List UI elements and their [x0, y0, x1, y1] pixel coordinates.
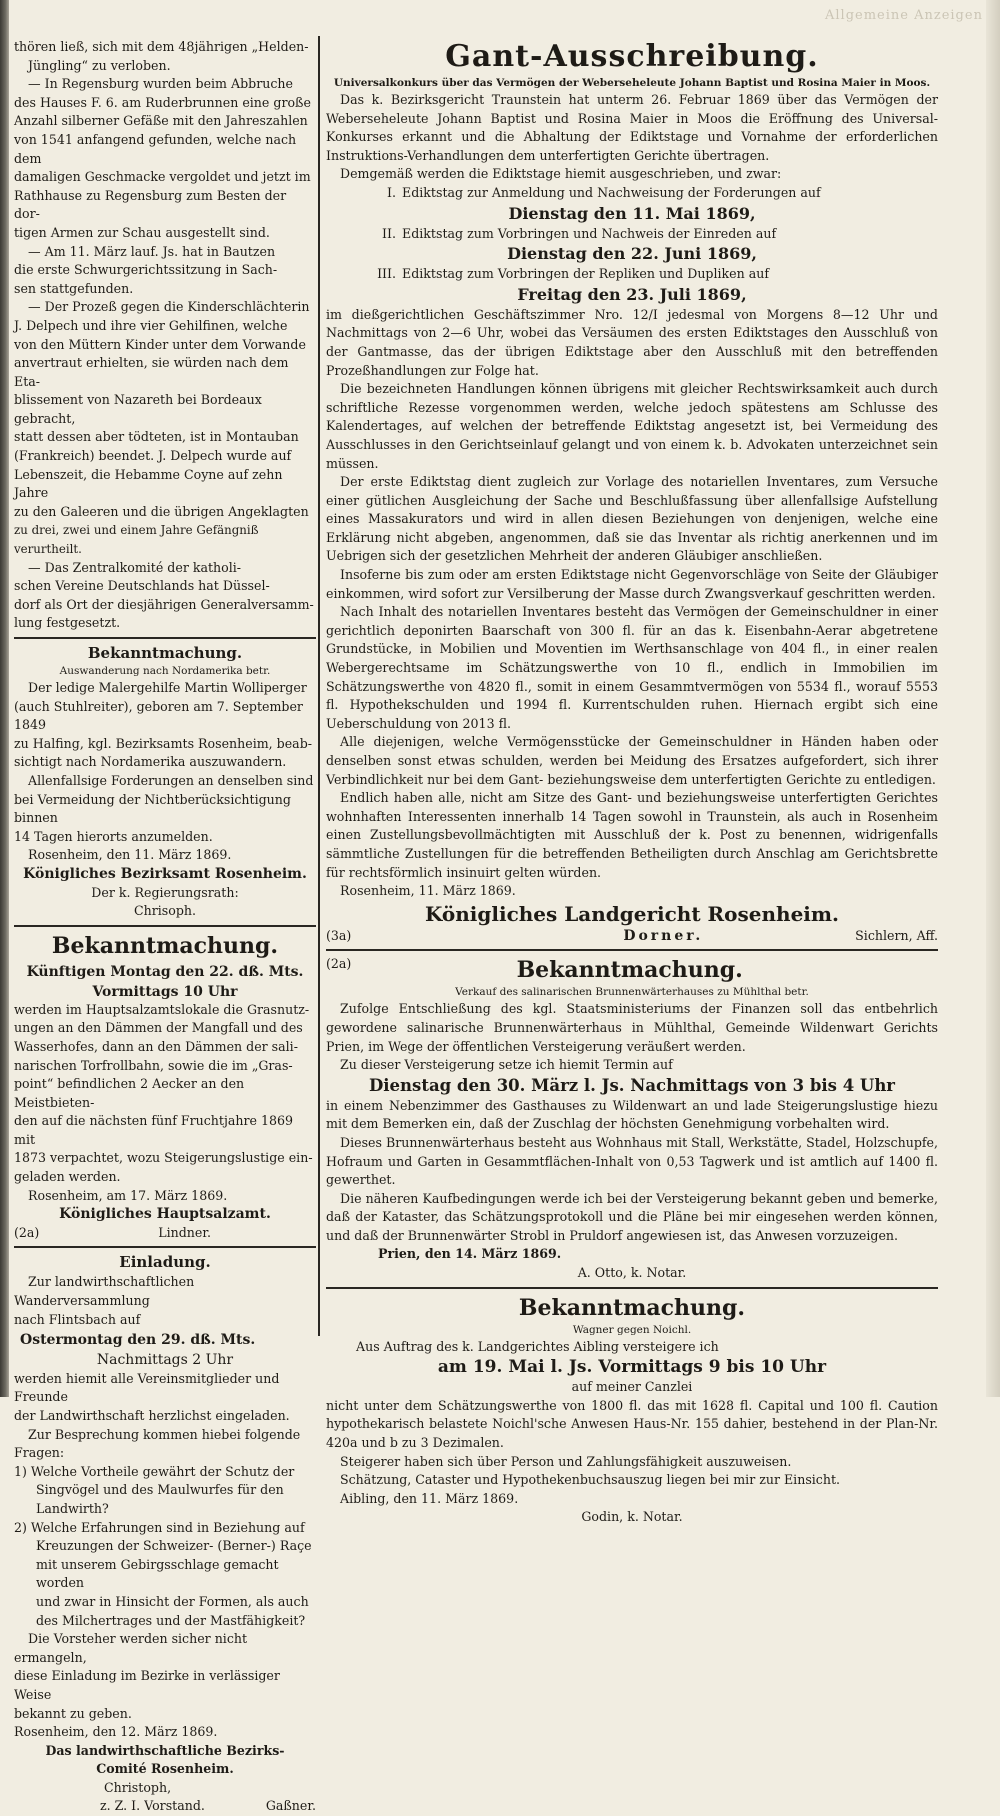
notice-noichl [326, 1293, 938, 1527]
news-line: statt dessen aber tödteten, ist in Montauban [14, 429, 299, 445]
news-line: von 1541 anfangend gefunden, welche nach dem [14, 131, 297, 166]
notice-line: (auch Stuhlreiter), geboren am 7. September 1849 [14, 698, 303, 733]
news-line: thören ließ, sich mit dem 48jährigen „Helden- [14, 39, 309, 54]
question-line: Singvögel und des Maulwurfes für den [36, 1482, 284, 1498]
news-items [14, 38, 316, 633]
news-line: lung festgesetzt. [14, 615, 121, 631]
section-rule [326, 949, 938, 951]
notice-well-house [326, 955, 938, 1282]
notice-line: Fragen: [14, 1445, 65, 1461]
question-line: Landwirth? [36, 1500, 109, 1516]
question-line: 2) Welche Erfahrungen sind in Beziehung auf [14, 1519, 305, 1535]
notice-paragraph: Dieses Brunnenwärterhaus besteht aus Wohnhaus mit Stall, Werkstätte, Stadel, Holzschupfe, Hofraum und Garten in Gesammtflächen-Inhalt von 0,53 Tagwerk und ist amtlich auf 1400 fl. gewerthet. [326, 1134, 938, 1188]
edict-day-1 [326, 184, 938, 203]
gant-assistant: Sichlern, Aff. [855, 927, 938, 943]
news-line: des Hauses F. 6. am Ruderbrunnen eine große [14, 94, 311, 110]
notice-signature: Chrisoph. [133, 903, 196, 919]
news-line: blissement von Nazareth bei Bordeaux gebracht, [14, 392, 262, 426]
news-line: Rathhause zu Regensburg zum Besten der dor- [14, 187, 287, 222]
notice-role: Der k. Regierungsrath: [91, 884, 239, 900]
gant-paragraph: Demgemäß werden die Ediktstage hiemit ausgeschrieben, und zwar: [340, 166, 782, 182]
news-line: sen stattgefunden. [14, 280, 134, 296]
notice-line: diese Einladung im Bezirke in verlässiger Weise [14, 1668, 280, 1702]
news-line: — Der Prozeß gegen die Kinderschlächterin [28, 299, 310, 315]
notice-event-date: Ostermontag den 29. dß. Mts. [20, 1332, 256, 1349]
notice-office: Königliches Hauptsalzamt. [59, 1206, 271, 1223]
edict-text: Ediktstag zum Vorbringen der Repliken und Dupliken auf [402, 266, 770, 282]
news-line: zu den Galeeren und die übrigen Angeklagten [14, 503, 309, 519]
notice-line: der Landwirthschaft herzlichst eingeladen. [14, 1408, 290, 1423]
notice-title: Einladung. [119, 1253, 211, 1272]
notice-paragraph: Die näheren Kaufbedingungen werde ich bei der Versteigerung bekannt geben und bemerke, daß der Kataster, das Schätzungsprotokoll und die Pläne bei mir eingesehen werden können, und daß der Brunnenwärter Strobl in Pruldorf angewiesen ist, das Anwesen vorzuzeigen. [326, 1190, 938, 1243]
notice-line: Die Vorsteher werden sicher nicht ermangeln, [14, 1631, 248, 1665]
notice-line: Wasserhofes, dann an den Dämmen der sali- [14, 1038, 298, 1054]
notice-place: auf meiner Canzlei [571, 1379, 693, 1395]
gant-judge: Dorner. [623, 927, 704, 944]
gant-paragraph: Endlich haben alle, nicht am Sitze des Gant- und beziehungsweise unterfertigten Gerichtes wohnhaften Interessenten innerhalb 14 Tagen sowohl in Traunstein, als auch in Rosenheim einen Zustellungsbevollmächtigten mit Ausschluß der k. Post zu benennen, widrigenfalls sämmtliche Zustellungen für die betreffenden Betheiligten durch Anschlag am Gerichtsbrette für rechtsförmlich insinuirt gelten würden. [326, 790, 938, 880]
news-line: tigen Armen zur Schau ausgestellt sind. [14, 224, 270, 240]
gant-paragraph: Die bezeichneten Handlungen können übrigens mit gleicher Rechtswirksamkeit auch durch schriftliche Rezesse vorgenommen werden, welche jedoch spätestens am Schlusse des Kalendertages, auf welchen der betreffende Ediktstag angesetzt ist, bei Vermeidung des Ausschlusses in den Gerichtseinlauf gelangt und von einem k. b. Advokaten unterzeichnet sein müssen. [326, 381, 938, 471]
notice-line: nach Flintsbach auf [14, 1311, 141, 1327]
notice-auction-date: am 19. Mai l. Js. Vormittags 9 bis 10 Uhr [437, 1357, 827, 1378]
section-rule [14, 637, 316, 639]
notice-paragraph: Aus Auftrag des k. Landgerichtes Aibling versteigere ich [356, 1338, 719, 1354]
notice-line: werden hiemit alle Vereinsmitglieder und Freunde [14, 1370, 280, 1405]
question-line: des Milchertrages und der Mastfähigkeit? [36, 1612, 306, 1628]
edict-date: Freitag den 23. Juli 1869, [517, 284, 747, 304]
edict-text: Ediktstag zur Anmeldung und Nachweisung der Forderungen auf [402, 184, 821, 200]
news-line: Jüngling“ zu verloben. [28, 57, 171, 73]
notice-date: Rosenheim, am 17. März 1869. [28, 1187, 228, 1203]
edict-day-2 [326, 225, 938, 244]
notice-date: Aibling, den 11. März 1869. [340, 1490, 519, 1506]
gant-paragraph: Der erste Ediktstag dient zugleich zur Vorlage des notariellen Inventares, zum Versuche einer gütlichen Ausgleichung der Sache und Beschlußfassung über allenfallsige Aufstellung eines Massakurators und wird in allen diesen Beziehungen von denjenigen, welche eine Erklärung nicht abgeben, angenommen, daß sie das Inventar als richtig anerkennen und im Uebrigen sich der gesetzlichen Mehrheit der anderen Gläubiger anschließen. [326, 474, 938, 564]
notice-signature: Gaßner. [265, 1798, 316, 1814]
news-line: von den Müttern Kinder unter dem Vorwande [14, 336, 306, 352]
notice-signature: Christoph, [104, 1779, 172, 1795]
notice-line: Zur landwirthschaftlichen Wanderversammlung [14, 1274, 195, 1309]
notice-line: 14 Tagen hierorts anzumelden. [14, 828, 213, 844]
notice-line: ungen an den Dämmen der Mangfall und des [14, 1020, 303, 1036]
notice-signature: Lindner. [158, 1224, 211, 1240]
notice-line: bekannt zu geben. [14, 1705, 132, 1721]
gant-court: Königliches Landgericht Rosenheim. [424, 901, 840, 926]
notice-paragraph: Schätzung, Cataster und Hypothekenbuchsauszug liegen bei mir zur Einsicht. [340, 1472, 841, 1488]
notice-signature-row [14, 1224, 316, 1243]
notice-org: Das landwirthschaftliche Bezirks- [45, 1742, 285, 1758]
notice-date: Rosenheim, den 11. März 1869. [28, 847, 232, 863]
notice-time: Nachmittags 2 Uhr [96, 1352, 234, 1369]
notice-line: zu Halfing, kgl. Bezirksamts Rosenheim, beab- [14, 735, 313, 751]
notice-line: werden im Hauptsalzamtslokale die Grasnutz- [14, 1001, 310, 1017]
gant-notice [326, 38, 938, 945]
notice-signature-row [14, 1797, 316, 1816]
news-line: (Frankreich) beendet. J. Delpech wurde auf [14, 448, 292, 464]
notice-line: Der ledige Malergehilfe Martin Wolliperger [28, 680, 307, 695]
edict-text: Ediktstag zum Vorbringen und Nachweis der Einreden auf [402, 225, 777, 241]
news-line: — Am 11. März lauf. Js. hat in Bautzen [28, 243, 276, 259]
notice-paragraph: Steigerer haben sich über Person und Zahlungsfähigkeit auszuweisen. [340, 1453, 792, 1469]
notice-place-date: Prien, den 14. März 1869. [378, 1246, 562, 1262]
notice-subtitle: Verkauf des salinarischen Brunnenwärterhauses zu Mühlthal betr. [455, 986, 809, 999]
notice-paragraph: in einem Nebenzimmer des Gasthauses zu Wildenwart an und lade Steigerungslustige hiezu mit dem Bemerken ein, daß der Zuschlag der höchsten Genehmigung vorbehalten wird. [326, 1097, 938, 1132]
edict-number: III. [377, 266, 396, 282]
notice-signature: Godin, k. Notar. [581, 1509, 683, 1525]
gant-paragraph: Nach Inhalt des notariellen Inventares besteht das Vermögen der Gemeinschuldner in einer gerichtlich deponirten Baarschaft von 300 fl. für an das k. Eisenbahn-Aerar abgetretene Grundstücke, in Mobilien und Moventien im Werthsanschlage von 404 fl., in einer realen Webergerechtsame im Schätzungswerthe von 10 fl., endlich in Immobilien im Schätzungswerthe von 4820 fl., somit in einem Gesammtvermögen von 5534 fl., worauf 5553 fl. Hypothekschulden und 1994 fl. Kurrentschulden ruhen. Hiernach ergibt sich eine Ueberschuldung von 2013 fl. [326, 604, 938, 731]
notice-subtitle: Auswanderung nach Nordamerika betr. [59, 665, 271, 677]
notice-mark: (2a) [326, 956, 352, 972]
notice-office: Königliches Bezirksamt Rosenheim. [23, 865, 307, 882]
column-divider [318, 36, 320, 1336]
edict-date: Dienstag den 11. Mai 1869, [508, 203, 756, 223]
notice-line: Zur Besprechung kommen hiebei folgende [28, 1426, 301, 1442]
gant-paragraph: im dießgerichtlichen Geschäftszimmer Nro. 12/I jedesmal von Morgens 8—12 Uhr und Nachmittags von 2—6 Uhr, wobei das Versäumen des ersten Ediktstages den Ausschluß von der Gantmasse, das der übrigen Ediktstage aber den Ausschluß mit den betreffenden Prozeßhandlungen zur Folge hat. [326, 306, 938, 378]
notice-date: Rosenheim, den 12. März 1869. [14, 1724, 218, 1740]
question-line: mit unserem Gebirgsschlage gemacht worden [36, 1556, 279, 1591]
news-line: Lebenszeit, die Hebamme Coyne auf zehn Jahre [14, 466, 283, 501]
notice-emigration [14, 643, 316, 921]
gant-date: Rosenheim, 11. März 1869. [340, 883, 516, 899]
notice-line: 1873 verpachtet, wozu Steigerungslustige ein- [14, 1150, 313, 1166]
notice-line: bei Vermeidung der Nichtberücksichtigung binnen [14, 791, 291, 826]
question-line: Kreuzungen der Schweizer- (Berner-) Raçe [36, 1538, 312, 1554]
notice-line: Allenfallsige Forderungen an denselben sind [28, 772, 314, 788]
gant-title: Gant-Ausschreibung. [445, 39, 819, 74]
right-column [326, 38, 938, 1525]
notice-title: Bekanntmachung. [518, 1294, 746, 1321]
news-line: — In Regensburg wurden beim Abbruche [28, 76, 293, 92]
notice-title: Bekanntmachung. [516, 957, 743, 984]
section-rule [14, 1246, 316, 1248]
news-line: zu drei, zwei und einem Jahre Gefängniß verurtheilt. [14, 523, 259, 557]
news-line: die erste Schwurgerichtssitzung in Sach- [14, 262, 278, 278]
notice-line: sichtigt nach Nordamerika auszuwandern. [14, 754, 287, 770]
notice-time: Vormittags 10 Uhr [92, 983, 238, 1000]
news-line: J. Delpech und ihre vier Gehilfinen, welche [14, 317, 288, 333]
notice-invitation [14, 1252, 316, 1816]
notice-mark: (2a) [14, 1224, 40, 1240]
notice-line: geladen werden. [14, 1169, 121, 1185]
section-rule [14, 925, 316, 927]
news-line: damaligen Geschmacke vergoldet und jetzt im [14, 169, 311, 185]
page-right-edge [986, 0, 1000, 1397]
left-column [14, 38, 316, 1814]
notice-title: Bekanntmachung. [87, 644, 243, 662]
news-line: Anzahl silberner Gefäße mit den Jahreszahlen [14, 113, 308, 129]
question-line: und zwar in Hinsicht der Formen, als auch [36, 1593, 309, 1609]
bleed-through-text: Allgemeine Anzeigen [825, 8, 983, 23]
news-line: — Das Zentralkomité der katholi- [28, 559, 242, 575]
gant-subtitle: Universalkonkurs über das Vermögen der Weberseheleute Johann Baptist und Rosina Maier in Moos. [333, 77, 931, 89]
notice-paragraph: Zufolge Entschließung des kgl. Staatsministeriums der Finanzen soll das entbehrlich gewordene salinarische Brunnenwärterhaus in Mühlthal, Gemeinde Wildenwart Gerichts Prien, im Wege der öffentlichen Versteigerung veräußert werden. [326, 1001, 938, 1054]
notice-date-lead: Künftigen Montag den 22. dß. Mts. [26, 963, 304, 980]
edict-number: I. [387, 184, 396, 200]
edict-day-3 [326, 265, 938, 284]
news-line: anvertraut erhielten, sie würden nach dem Eta- [14, 355, 289, 389]
gant-paragraph: Das k. Bezirksgericht Traunstein hat unterm 26. Februar 1869 über das Vermögen der Weberseheleute Johann Baptist und Rosina Maier in Moos die Eröffnung des Universal-Konkurses erkannt und die Abhaltung der Ediktstage und Vornahme der erforderlichen Instruktions-Verhandlungen dem unterfertigten Gerichte übertragen. [326, 92, 938, 163]
notice-subtitle: Wagner gegen Noichl. [572, 1323, 692, 1336]
gant-paragraph: Insoferne bis zum oder am ersten Ediktstage nicht Gegenvorschläge von Seite der Gläubiger einkommen, wird sofort zur Versilberung der Masse durch Zwangsverkauf geschritten werden. [326, 567, 938, 601]
notice-org: Comité Rosenheim. [96, 1761, 234, 1777]
edict-number: II. [382, 225, 396, 241]
notice-line: narischen Torfrollbahn, sowie die im „Gras- [14, 1057, 293, 1073]
notice-role: z. Z. I. Vorstand. [100, 1798, 205, 1814]
section-rule [326, 1287, 938, 1289]
question-line: 1) Welche Vortheile gewährt der Schutz der [14, 1463, 295, 1479]
notice-signature: A. Otto, k. Notar. [577, 1265, 687, 1281]
edict-date: Dienstag den 22. Juni 1869, [507, 244, 757, 264]
gant-signature-row [326, 927, 938, 946]
news-line: dorf als Ort der diesjährigen Generalversamm- [14, 596, 314, 612]
notice-paragraph: Zu dieser Versteigerung setze ich hiemit Termin auf [340, 1057, 673, 1073]
notice-auction-date: Dienstag den 30. März l. Js. Nachmittags von 3 bis 4 Uhr [368, 1075, 896, 1095]
page-binding-edge [0, 0, 9, 1397]
notice-title: Bekanntmachung. [51, 932, 279, 959]
notice-grass-lease [14, 931, 316, 1243]
news-line: schen Vereine Deutschlands hat Düssel- [14, 578, 270, 594]
notice-line: point“ befindlichen 2 Aecker an den Meistbieten- [14, 1076, 245, 1110]
notice-paragraph: nicht unter dem Schätzungswerthe von 1800 fl. das mit 1628 fl. Capital und 100 fl. Caution hypothekarisch belastete Noichl'sche Anwesen Haus-Nr. 155 dahier, bestehend in der Plan-Nr. 420a und b zu 3 Dezimalen. [326, 1397, 938, 1451]
gant-paragraph: Alle diejenigen, welche Vermögensstücke der Gemeinschuldner in Händen haben oder denselben sonst etwas schulden, werden bei Meidung des Ersatzes aufgefordert, sich ihrer Verbindlichkeit nur bei dem Gant- beziehungsweise dem unterfertigten Gerichte zu entledigen. [326, 734, 938, 787]
notice-header-row [326, 955, 938, 985]
notice-line: den auf die nächsten fünf Fruchtjahre 1869 mit [14, 1113, 294, 1147]
notice-mark: (3a) [326, 927, 352, 943]
